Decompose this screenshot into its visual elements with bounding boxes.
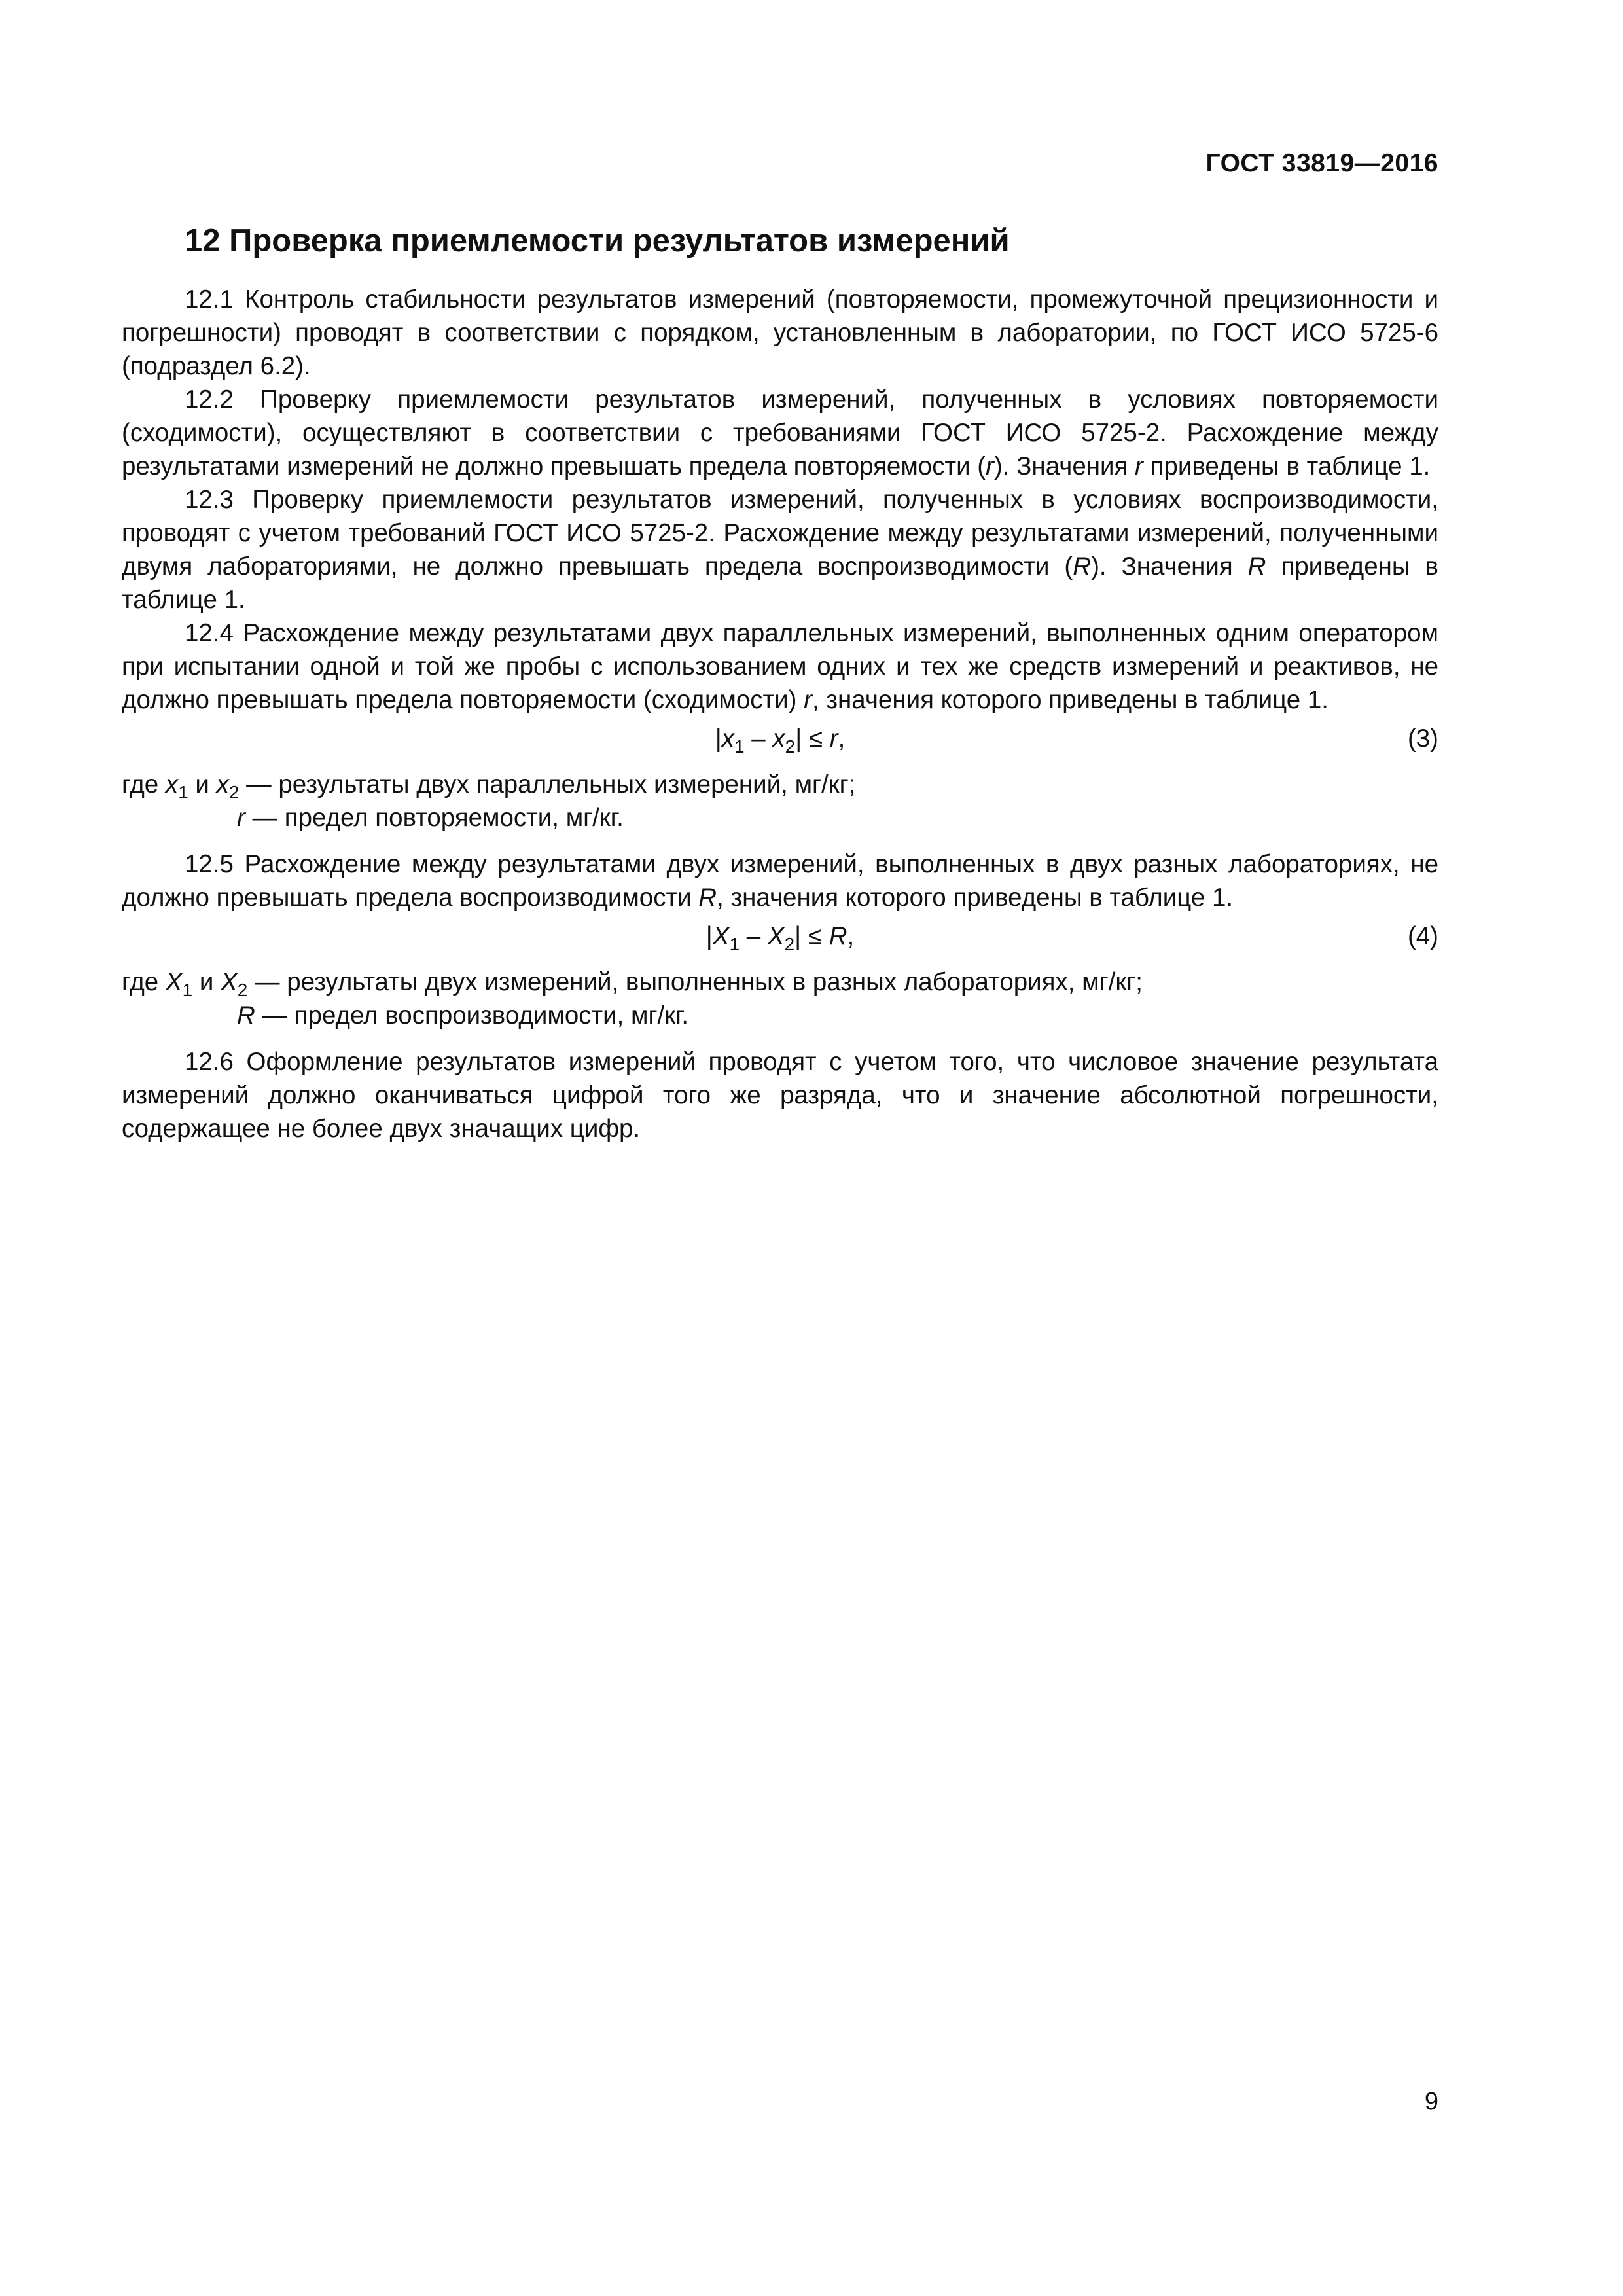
- legend-definition: — результаты двух параллельных измерений, мг/кг;: [239, 770, 856, 798]
- var-X: X: [767, 922, 785, 950]
- var-R: R: [829, 922, 847, 950]
- var-r: r: [237, 804, 245, 832]
- var-X: X: [165, 968, 183, 996]
- paragraph-12-5-text-a: 12.5 Расхождение между результатами двух измерений, выполненных в двух разных лабораториях, не должно превышать предела воспроизводимости: [122, 850, 1438, 912]
- formula-4-legend-line-2: [237, 999, 1438, 1032]
- paragraph-12-6: 12.6 Оформление результатов измерений проводят с учетом того, что числовое значение результата измерений должно оканчиваться цифрой того же разряда, что и значение абсолютной погрешности, содержащее не более двух значащих цифр.: [122, 1048, 1438, 1143]
- formula-3-legend-line-1: [122, 768, 1438, 801]
- minus-sign: –: [744, 725, 773, 753]
- subscript: 1: [178, 782, 188, 802]
- conjunction: и: [188, 770, 217, 798]
- symbol-r: r: [986, 452, 994, 480]
- symbol-R: R: [698, 884, 717, 912]
- symbol-r: r: [1135, 452, 1143, 480]
- subscript: 2: [784, 934, 795, 954]
- symbol-r: r: [804, 686, 812, 714]
- legend-lead: где: [122, 770, 166, 798]
- formula-4-legend-line-1: [122, 965, 1438, 999]
- paragraph-12-1: 12.1 Контроль стабильности результатов измерений (повторяемости, промежуточной прецизионности и погрешности) проводят в соответствии с порядком, установленным в лаборатории, по ГОСТ ИСО 5725-6 (подраздел 6.2).: [122, 285, 1438, 380]
- symbol-R: R: [1247, 552, 1266, 581]
- comma: ,: [838, 725, 846, 753]
- subscript: 2: [228, 782, 240, 802]
- var-r: r: [829, 725, 838, 753]
- legend-lead: где: [122, 968, 166, 996]
- var-x: x: [721, 725, 734, 753]
- paragraph-12-4-text-b: , значения которого приведены в таблице 1.: [812, 686, 1329, 714]
- var-x: x: [216, 770, 229, 798]
- paragraph-12-5-text-b: , значения которого приведены в таблице 1.: [717, 884, 1234, 912]
- paragraph-12-4: [122, 617, 1438, 717]
- legend-definition: — результаты двух измерений, выполненных в разных лабораториях, мг/кг;: [247, 968, 1143, 996]
- subscript: 2: [237, 980, 248, 1000]
- subscript: 1: [734, 736, 745, 757]
- formula-3-number: (3): [1407, 725, 1438, 753]
- formula-3-expression: [122, 722, 1438, 755]
- paragraph-12-3: [122, 483, 1438, 617]
- formula-3-legend-line-2: [237, 801, 1438, 834]
- var-x: x: [165, 770, 179, 798]
- legend-definition: — предел повторяемости, мг/кг.: [245, 804, 624, 832]
- section-heading: 12 Проверка приемлемости результатов измерений: [185, 223, 1010, 259]
- conjunction: и: [192, 968, 221, 996]
- paragraph-12-3-text-c: приведены в таблице 1.: [122, 552, 1438, 614]
- paragraph-12-2-text-b: ). Значения: [993, 452, 1135, 480]
- formula-4-number: (4): [1407, 922, 1438, 950]
- abs-bar-leq: | ≤: [794, 922, 829, 950]
- page-number: 9: [1424, 2088, 1438, 2115]
- var-X: X: [712, 922, 730, 950]
- subscript: 2: [785, 736, 796, 757]
- paragraph-12-5: [122, 848, 1438, 914]
- symbol-R: R: [1073, 552, 1092, 581]
- formula-4-expression: [122, 920, 1438, 953]
- abs-bar-leq: | ≤: [795, 725, 830, 753]
- abs-bar: |: [715, 725, 722, 753]
- abs-bar: |: [705, 922, 713, 950]
- paragraph-12-2-text-a: 12.2 Проверку приемлемости результатов измерений, полученных в условиях повторяемости (сходимости), осуществляют в соответствии с требованиями ГОСТ ИСО 5725-2. Расхождение между результатами измерений не должно превышать предела повторяемости (: [122, 386, 1438, 480]
- minus-sign: –: [740, 922, 768, 950]
- document-code-header: ГОСТ 33819—2016: [1205, 149, 1438, 177]
- paragraph-12-3-text-b: ). Значения: [1091, 552, 1248, 581]
- formula-3: [122, 722, 1438, 761]
- comma: ,: [847, 922, 855, 950]
- paragraph-12-4-text-a: 12.4 Расхождение между результатами двух параллельных измерений, выполненных одним оператором при испытании одной и той же пробы с использованием одних и тех же средств измерений и реактивов, не должно превышать предела повторяемости (сходимости): [122, 619, 1438, 714]
- var-x: x: [772, 725, 785, 753]
- paragraph-12-2-text-c: приведены в таблице 1.: [1143, 452, 1431, 480]
- paragraph-12-2: [122, 383, 1438, 483]
- paragraph-12-3-text-a: 12.3 Проверку приемлемости результатов измерений, полученных в условиях воспроизводимости, проводят с учетом требований ГОСТ ИСО 5725-2. Расхождение между результатами измерений, полученными двумя лабораториями, не должно превышать предела воспроизводимости (: [122, 486, 1438, 581]
- formula-4: [122, 920, 1438, 959]
- var-R: R: [237, 1001, 255, 1030]
- legend-definition: — предел воспроизводимости, мг/кг.: [255, 1001, 689, 1030]
- subscript: 1: [182, 980, 193, 1000]
- subscript: 1: [729, 934, 740, 954]
- var-X: X: [221, 968, 238, 996]
- section-body: [122, 283, 1438, 1145]
